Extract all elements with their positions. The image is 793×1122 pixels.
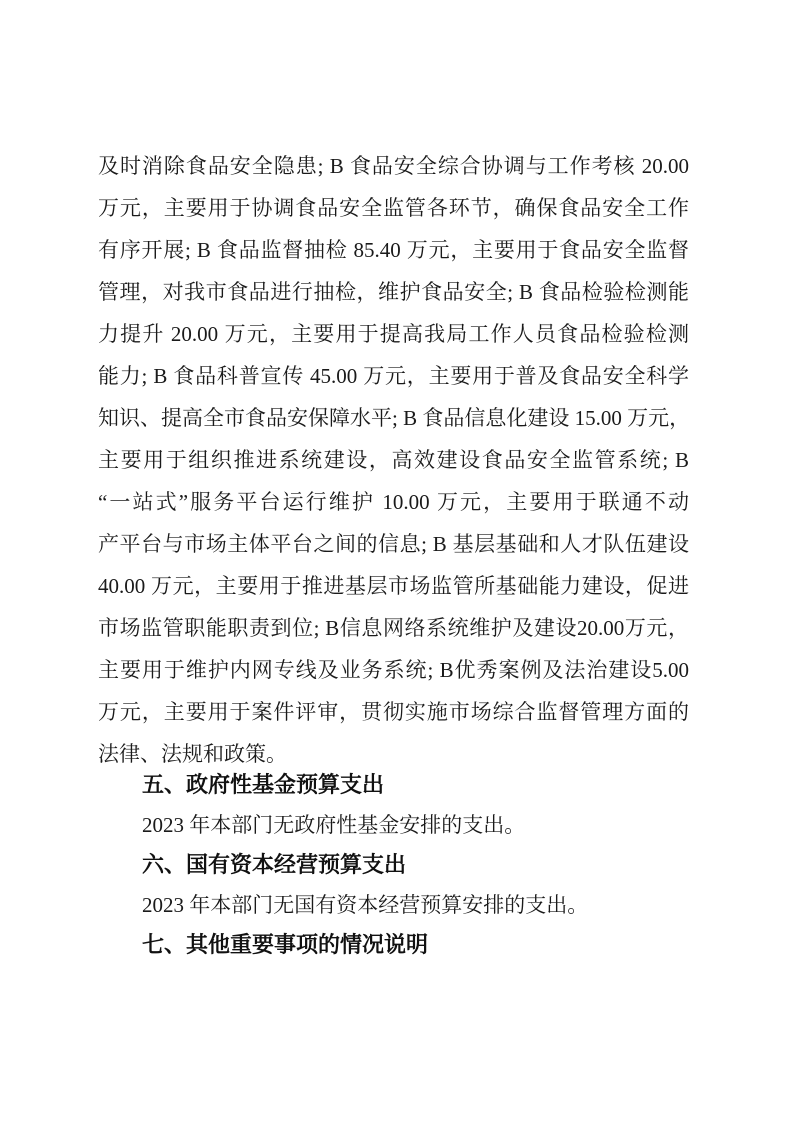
body-line-1: 及时消除食品安全隐患; B 食品安全综合协调与工作考核 20.00	[98, 154, 689, 178]
body-line-10: 产平台与市场主体平台之间的信息; B 基层基础和人才队伍建设	[98, 532, 689, 556]
body-line-5: 力提升 20.00 万元，主要用于提高我局工作人员食品检验检测	[98, 322, 689, 346]
para-state-capital-note: 2023 年本部门无国有资本经营预算安排的支出。	[142, 893, 589, 917]
budget-detail-paragraph	[98, 145, 689, 775]
document-sections	[98, 765, 689, 965]
body-line-9: “一站式”服务平台运行维护 10.00 万元，主要用于联通不动	[98, 490, 689, 514]
body-line-12: 市场监管职能职责到位; B信息网络系统维护及建设20.00万元，	[98, 616, 689, 640]
heading-other-matters: 七、其他重要事项的情况说明	[142, 932, 429, 957]
heading-state-capital-budget: 六、国有资本经营预算支出	[142, 852, 407, 877]
heading-gov-fund-budget: 五、政府性基金预算支出	[142, 772, 385, 797]
body-line-8: 主要用于组织推进系统建设，高效建设食品安全监管系统; B	[98, 448, 689, 472]
body-line-3: 有序开展; B 食品监督抽检 85.40 万元，主要用于食品安全监督	[98, 238, 689, 262]
body-line-11: 40.00 万元，主要用于推进基层市场监管所基础能力建设，促进	[98, 574, 689, 598]
body-line-15: 法律、法规和政策。	[98, 742, 287, 766]
body-line-4: 管理，对我市食品进行抽检，维护食品安全; B 食品检验检测能	[98, 280, 689, 304]
body-line-7: 知识、提高全市食品安保障水平; B 食品信息化建设 15.00 万元，	[98, 406, 691, 430]
body-line-13: 主要用于维护内网专线及业务系统; B优秀案例及法治建设5.00	[98, 658, 689, 682]
body-line-6: 能力; B 食品科普宣传 45.00 万元，主要用于普及食品安全科学	[98, 364, 689, 388]
body-line-2: 万元，主要用于协调食品安全监管各环节，确保食品安全工作	[98, 196, 689, 220]
para-gov-fund-note: 2023 年本部门无政府性基金安排的支出。	[142, 813, 526, 837]
body-line-14: 万元，主要用于案件评审，贯彻实施市场综合监督管理方面的	[98, 700, 689, 724]
